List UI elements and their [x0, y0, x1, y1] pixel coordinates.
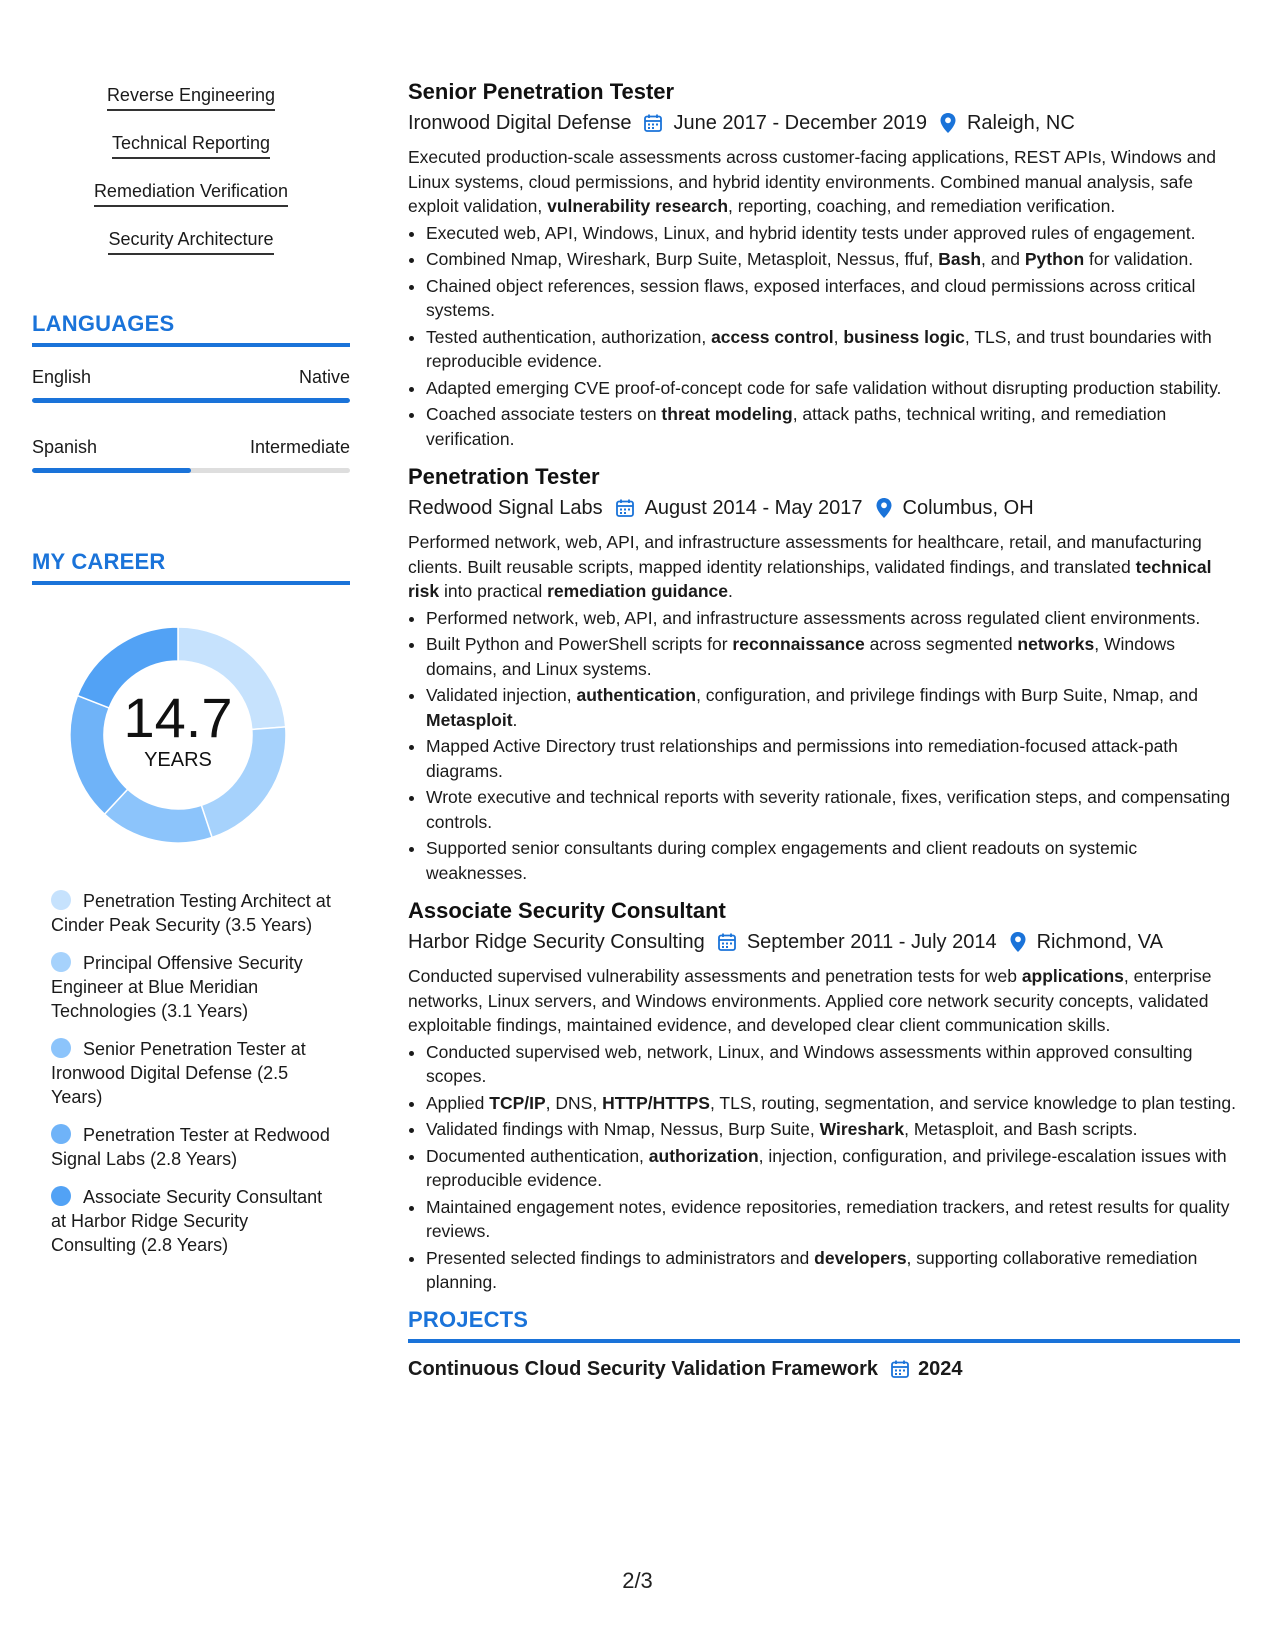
job-summary: Executed production-scale assessments across customer-facing applications, REST APIs, Windows and Linux systems, cloud permissions, and hybrid identity environments. Combined manual analysis, safe exploit validation, vulnerability research, reporting, coaching, and remediation verification.	[408, 147, 1216, 216]
job-bullet: • Performed network, web, API, and infrastructure assessments across regulated client environments.	[426, 606, 1240, 631]
job-bullet: • Validated injection, authentication, configuration, and privilege findings with Burp Suite, Nmap, and Metasploit.	[426, 683, 1240, 732]
skills-list	[32, 84, 350, 255]
career-legend-item	[51, 889, 331, 937]
language-name: Spanish	[32, 437, 98, 457]
experience-list	[408, 78, 1240, 1295]
skill-item: Remediation Verification	[94, 180, 288, 207]
career-heading: MY CAREER	[32, 549, 350, 585]
legend-label: Principal Offensive Security Engineer at Blue Meridian Technologies (3.1 Years)	[51, 953, 303, 1021]
project-item	[408, 1355, 1240, 1383]
job-title: Senior Penetration Tester	[408, 79, 675, 104]
language-level: Native	[298, 367, 350, 387]
job-meta	[408, 109, 1240, 137]
language-proficiency-bar	[32, 468, 350, 473]
map-pin-icon	[875, 497, 893, 519]
job-entry	[408, 897, 1240, 1295]
career-legend-item	[51, 1037, 331, 1109]
job-bullet: • Mapped Active Directory trust relationships and permissions into remediation-focused attack-path diagrams.	[426, 734, 1240, 783]
job-bullet: • Combined Nmap, Wireshark, Burp Suite, Metasploit, Nessus, ffuf, Bash, and Python for validation.	[426, 247, 1240, 272]
career-total-years: 14.7	[123, 686, 233, 749]
job-location: Richmond, VA	[1036, 931, 1163, 953]
job-summary: Conducted supervised vulnerability assessments and penetration tests for web applications, enterprise networks, Linux servers, and Windows environments. Applied core network security concepts, validated exploitable findings, maintained evidence, and developed clear client communication skills.	[408, 966, 1212, 1035]
job-dates: September 2011 - July 2014	[746, 931, 997, 953]
job-bullet: • Maintained engagement notes, evidence repositories, remediation trackers, and retest results for quality reviews.	[426, 1195, 1240, 1244]
job-location: Columbus, OH	[902, 497, 1034, 519]
job-title: Penetration Tester	[408, 464, 600, 489]
legend-color-dot	[51, 1124, 71, 1144]
calendar-icon	[615, 498, 635, 518]
calendar-icon	[890, 1359, 910, 1379]
job-bullet: • Conducted supervised web, network, Linux, and Windows assessments within approved consulting scopes.	[426, 1040, 1240, 1089]
job-bullet: • Chained object references, session flaws, exposed interfaces, and cloud permissions across critical systems.	[426, 274, 1240, 323]
skill-item: Reverse Engineering	[107, 84, 275, 111]
job-meta	[408, 494, 1240, 522]
job-bullets	[408, 221, 1240, 452]
job-bullet: • Validated findings with Nmap, Nessus, Burp Suite, Wireshark, Metasploit, and Bash scripts.	[426, 1117, 1240, 1142]
job-summary: Performed network, web, API, and infrastructure assessments for healthcare, retail, and manufacturing clients. Built reusable scripts, mapped identity relationships, validated findings, and translated technical risk into practical remediation guidance.	[408, 532, 1212, 601]
job-bullet: • Applied TCP/IP, DNS, HTTP/HTTPS, TLS, routing, segmentation, and service knowledge to plan testing.	[426, 1091, 1240, 1116]
job-company: Harbor Ridge Security Consulting	[408, 931, 705, 953]
job-entry	[408, 463, 1240, 885]
job-bullet: • Supported senior consultants during complex engagements and client readouts on systemic weaknesses.	[426, 836, 1240, 885]
career-legend-item	[51, 951, 331, 1023]
skill-item: Security Architecture	[108, 228, 273, 255]
donut-center	[66, 623, 290, 847]
language-entry	[32, 367, 350, 403]
job-title: Associate Security Consultant	[408, 898, 726, 923]
job-bullet: • Documented authentication, authorization, injection, configuration, and privilege-escalation issues with reproducible evidence.	[426, 1144, 1240, 1193]
job-meta	[408, 928, 1240, 956]
job-entry	[408, 78, 1240, 451]
language-proficiency-bar	[32, 398, 350, 403]
legend-color-dot	[51, 1186, 71, 1206]
job-location: Raleigh, NC	[966, 112, 1075, 134]
language-proficiency-fill	[32, 468, 191, 473]
page-number: 2/3	[622, 1568, 653, 1593]
job-bullet: • Adapted emerging CVE proof-of-concept code for safe validation without disrupting production stability.	[426, 376, 1240, 401]
career-donut-chart	[32, 623, 350, 863]
legend-label: Senior Penetration Tester at Ironwood Digital Defense (2.5 Years)	[51, 1039, 306, 1107]
legend-label: Penetration Tester at Redwood Signal Labs (2.8 Years)	[51, 1125, 330, 1169]
job-bullet: • Coached associate testers on threat modeling, attack paths, technical writing, and remediation verification.	[426, 402, 1240, 451]
legend-color-dot	[51, 952, 71, 972]
job-bullet: • Executed web, API, Windows, Linux, and hybrid identity tests under approved rules of engagement.	[426, 221, 1240, 246]
job-bullet: • Tested authentication, authorization, access control, business logic, TLS, and trust boundaries with reproducible evidence.	[426, 325, 1240, 374]
left-column	[32, 84, 350, 1271]
language-entry	[32, 437, 350, 473]
language-name: English	[32, 367, 92, 387]
job-bullets	[408, 606, 1240, 886]
project-year: 2024	[918, 1357, 963, 1380]
projects-heading: PROJECTS	[408, 1307, 1240, 1343]
calendar-icon	[643, 113, 663, 133]
job-bullet: • Wrote executive and technical reports with severity rationale, fixes, verification steps, and compensating controls.	[426, 785, 1240, 834]
job-company: Ironwood Digital Defense	[408, 112, 632, 134]
career-legend-item	[51, 1185, 331, 1257]
job-bullet: • Presented selected findings to administrators and developers, supporting collaborative remediation planning.	[426, 1246, 1240, 1295]
right-column	[408, 78, 1240, 1383]
career-total-unit: YEARS	[144, 749, 212, 771]
calendar-icon	[717, 932, 737, 952]
legend-label: Associate Security Consultant at Harbor Ridge Security Consulting (2.8 Years)	[51, 1187, 323, 1255]
language-proficiency-fill	[32, 398, 350, 403]
job-bullet: • Built Python and PowerShell scripts for reconnaissance across segmented networks, Windows domains, and Linux systems.	[426, 632, 1240, 681]
job-bullets	[408, 1040, 1240, 1295]
legend-color-dot	[51, 1038, 71, 1058]
skill-item: Technical Reporting	[112, 132, 270, 159]
legend-color-dot	[51, 890, 71, 910]
map-pin-icon	[939, 112, 957, 134]
project-name: Continuous Cloud Security Validation Framework	[408, 1357, 879, 1380]
job-dates: June 2017 - December 2019	[673, 112, 927, 134]
career-legend	[32, 889, 331, 1257]
languages-heading: LANGUAGES	[32, 311, 350, 347]
job-dates: August 2014 - May 2017	[644, 497, 863, 519]
map-pin-icon	[1009, 931, 1027, 953]
job-company: Redwood Signal Labs	[408, 497, 603, 519]
language-level: Intermediate	[249, 437, 350, 457]
legend-label: Penetration Testing Architect at Cinder Peak Security (3.5 Years)	[51, 891, 331, 935]
career-legend-item	[51, 1123, 331, 1171]
